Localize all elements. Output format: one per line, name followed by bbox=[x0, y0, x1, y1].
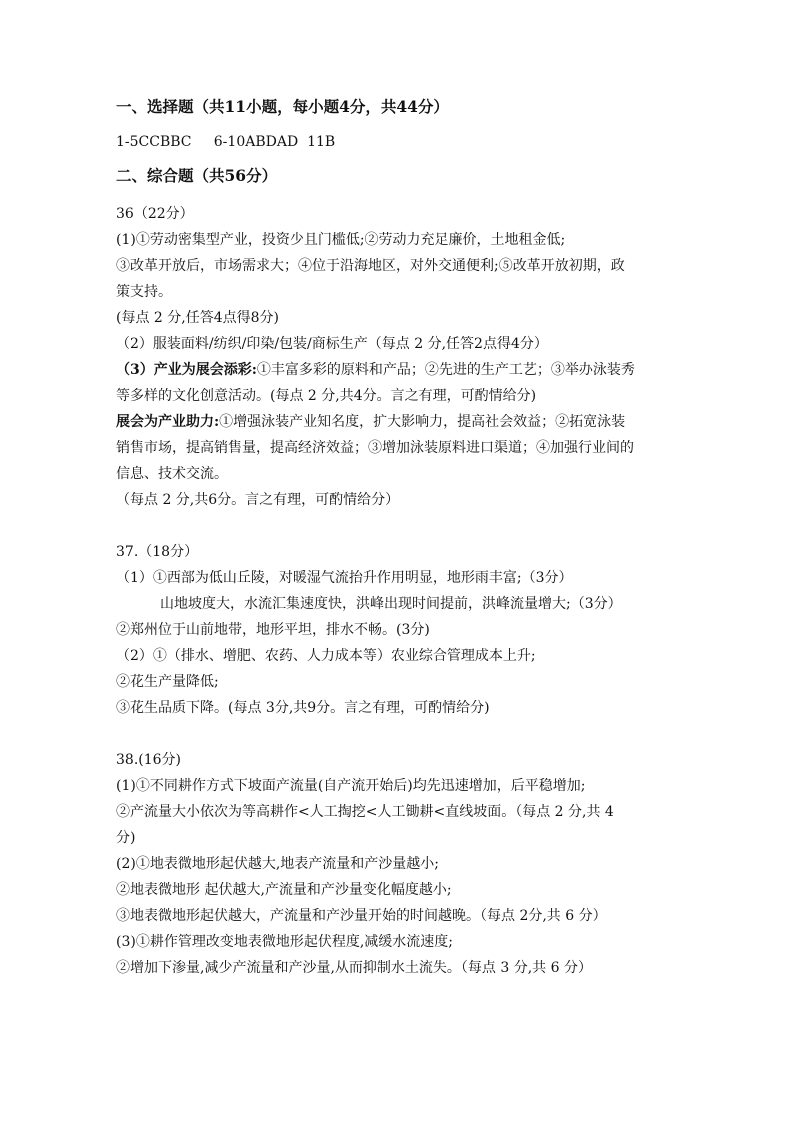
q38-line-5: ②地表微地形 起伏越大,产流量和产沙量变化幅度越小; bbox=[116, 882, 452, 898]
q36-line-6 bbox=[116, 360, 635, 380]
q38-line-8: ②增加下渗量,减少产流量和产沙量,从而抑制水土流失。（每点 3 分,共 6 分） bbox=[116, 960, 592, 976]
q38-header: 38.(16分) bbox=[116, 752, 182, 768]
q38-line-2: ②产流量大小依次为等高耕作<人工掏挖<人工锄耕<直线坡面。（每点 2 分,共 4 bbox=[116, 804, 614, 820]
q37-line-1: （1）①西部为低山丘陵，对暖湿气流抬升作用明显，地形雨丰富;（3分） bbox=[116, 570, 573, 586]
q36-line-8-heading: 展会为产业助力: bbox=[116, 414, 220, 430]
q36-line-11: （每点 2 分,共6分。言之有理，可酌情给分） bbox=[116, 492, 400, 508]
q38-line-7: (3)①耕作管理改变地表微地形起伏程度,减缓水流速度; bbox=[116, 934, 453, 950]
q37-line-5: ②花生产量降低; bbox=[116, 674, 219, 690]
q36-line-8 bbox=[116, 412, 625, 432]
q37-line-6: ③花生品质下降。(每点 3分,共9分。言之有理，可酌情给分) bbox=[116, 700, 490, 716]
q38-line-4: (2)①地表微地形起伏越大,地表产流量和产沙量越小; bbox=[116, 856, 439, 872]
q36-line-3: 策支持。 bbox=[116, 284, 172, 300]
q36-line-9: 销售市场，提高销售量，提高经济效益；③增加泳装原料进口渠道；④加强行业间的 bbox=[116, 440, 634, 456]
q36-line-8-text: ①增强泳装产业知名度，扩大影响力，提高社会效益；②拓宽泳装 bbox=[219, 414, 626, 430]
q36-line-10: 信息、技术交流。 bbox=[116, 466, 228, 482]
q37-header: 37.（18分） bbox=[116, 544, 199, 560]
q36-line-6-text: ①丰富多彩的原料和产品；②先进的生产工艺；③举办泳装秀 bbox=[256, 362, 635, 378]
q36-line-2: ③改革开放后，市场需求大；④位于沿海地区，对外交通便利;⑤改革开放初期，政 bbox=[116, 258, 625, 274]
q36-line-5: （2）服装面料/纺织/印染/包装/商标生产（每点 2 分,任答2点得4分） bbox=[116, 336, 548, 352]
q37-line-4: （2）①（排水、增肥、农药、人力成本等）农业综合管理成本上升; bbox=[116, 648, 536, 664]
q37-line-3: ②郑州位于山前地带，地形平坦，排水不畅。(3分) bbox=[116, 622, 430, 638]
q38-line-1: (1)①不同耕作方式下坡面产流量(自产流开始后)均先迅速增加，后平稳增加; bbox=[116, 778, 586, 794]
section-1-title: 一、选择题（共11小题，每小题4分，共44分） bbox=[116, 97, 449, 116]
q36-line-1: (1)①劳动密集型产业，投资少且门槛低;②劳动力充足廉价，土地租金低; bbox=[116, 232, 566, 248]
section-1-answers: 1-5CCBBC 6-10ABDAD 11B bbox=[116, 134, 336, 150]
q38-line-6: ③地表微地形起伏越大，产流量和产沙量开始的时间越晚。（每点 2分,共 6 分） bbox=[116, 908, 607, 924]
q36-line-4: (每点 2 分,任答4点得8分) bbox=[116, 310, 279, 326]
q38-line-3: 分) bbox=[116, 830, 136, 846]
q36-line-6-heading: （3）产业为展会添彩: bbox=[116, 362, 257, 378]
section-2-title: 二、综合题（共56分） bbox=[116, 166, 278, 185]
q37-line-2: 山地坡度大，水流汇集速度快，洪峰出现时间提前，洪峰流量增大;（3分） bbox=[160, 596, 622, 612]
q36-header: 36（22分） bbox=[116, 206, 194, 222]
q36-line-7: 等多样的文化创意活动。(每点 2 分,共4分。言之有理，可酌情给分) bbox=[116, 388, 537, 404]
